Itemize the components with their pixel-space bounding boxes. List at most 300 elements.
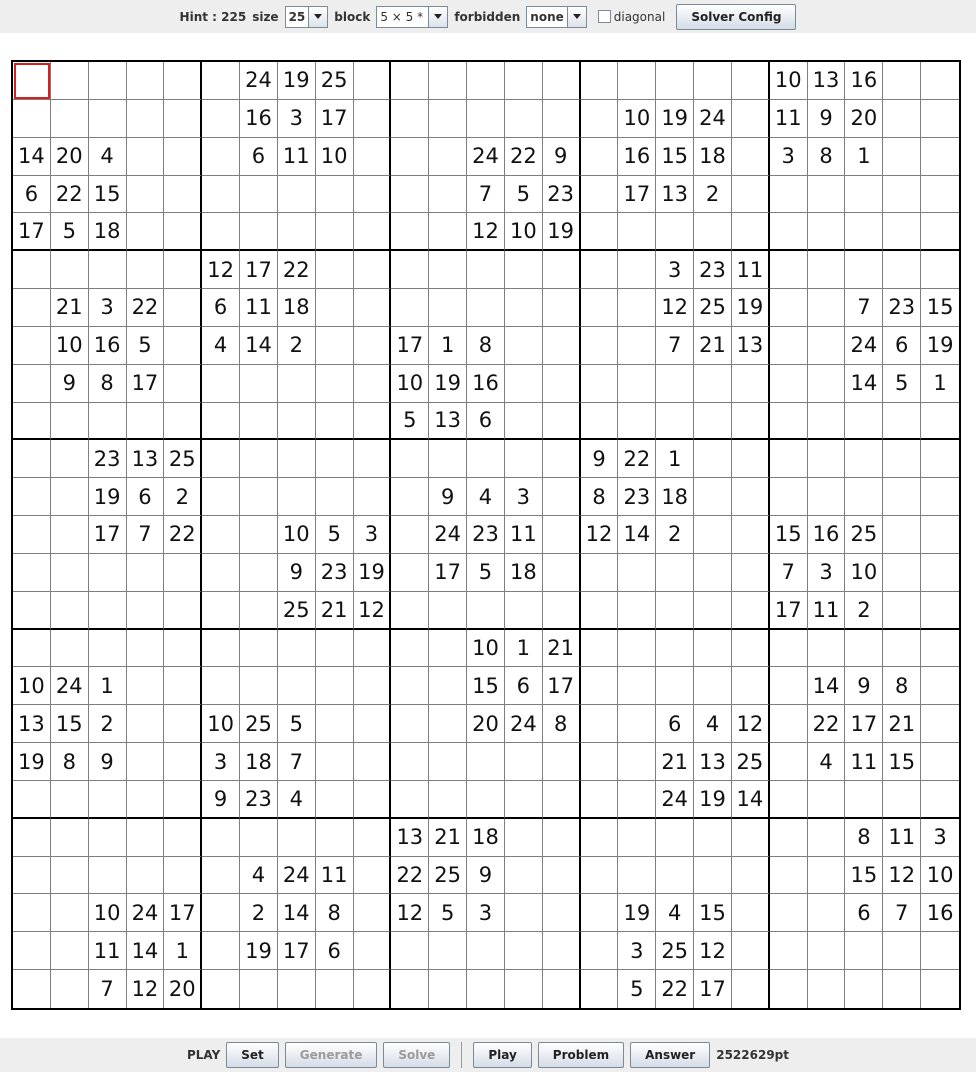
board-cell[interactable]: 22: [618, 440, 656, 478]
board-cell[interactable]: [770, 440, 808, 478]
board-cell[interactable]: 17: [391, 327, 429, 365]
board-cell[interactable]: [883, 932, 921, 970]
board-cell[interactable]: [202, 932, 240, 970]
board-cell[interactable]: [202, 554, 240, 592]
board-cell[interactable]: [391, 62, 429, 100]
board-cell[interactable]: [354, 667, 392, 705]
board-cell[interactable]: [921, 592, 959, 630]
board-cell[interactable]: 22: [656, 970, 694, 1008]
board-cell[interactable]: [732, 100, 770, 138]
board-cell[interactable]: [391, 440, 429, 478]
board-cell[interactable]: 10: [391, 365, 429, 403]
board-cell[interactable]: 9: [467, 857, 505, 895]
board-cell[interactable]: [164, 289, 202, 327]
board-cell[interactable]: [581, 289, 619, 327]
board-cell[interactable]: 24: [240, 62, 278, 100]
board-cell[interactable]: [240, 213, 278, 251]
board-cell[interactable]: [732, 592, 770, 630]
board-cell[interactable]: [770, 932, 808, 970]
board-cell[interactable]: [316, 705, 354, 743]
board-cell[interactable]: 11: [808, 592, 846, 630]
board-cell[interactable]: [51, 592, 89, 630]
board-cell[interactable]: [543, 251, 581, 289]
board-cell[interactable]: 20: [164, 970, 202, 1008]
board-cell[interactable]: 19: [656, 100, 694, 138]
board-cell[interactable]: [505, 403, 543, 441]
board-cell[interactable]: [51, 251, 89, 289]
board-cell[interactable]: [429, 781, 467, 819]
board-cell[interactable]: 10: [51, 327, 89, 365]
board-cell[interactable]: [13, 251, 51, 289]
board-cell[interactable]: 17: [543, 667, 581, 705]
board-cell[interactable]: 11: [505, 516, 543, 554]
board-cell[interactable]: [354, 138, 392, 176]
board-cell[interactable]: [278, 478, 316, 516]
board-cell[interactable]: [278, 365, 316, 403]
board-cell[interactable]: [618, 819, 656, 857]
board-cell[interactable]: [278, 970, 316, 1008]
board-cell[interactable]: [127, 62, 165, 100]
board-cell[interactable]: [354, 327, 392, 365]
board-cell[interactable]: [770, 176, 808, 214]
board-cell[interactable]: 12: [127, 970, 165, 1008]
board-cell[interactable]: 20: [845, 100, 883, 138]
board-cell[interactable]: 22: [505, 138, 543, 176]
board-cell[interactable]: [316, 819, 354, 857]
board-cell[interactable]: [127, 554, 165, 592]
board-cell[interactable]: 25: [240, 705, 278, 743]
board-cell[interactable]: [694, 62, 732, 100]
board-cell[interactable]: [164, 138, 202, 176]
board-cell[interactable]: [429, 138, 467, 176]
board-cell[interactable]: [581, 251, 619, 289]
board-cell[interactable]: [845, 970, 883, 1008]
board-cell[interactable]: [581, 176, 619, 214]
board-cell[interactable]: 1: [89, 667, 127, 705]
board-cell[interactable]: [581, 403, 619, 441]
board-cell[interactable]: [467, 62, 505, 100]
board-cell[interactable]: [429, 100, 467, 138]
board-cell[interactable]: [240, 554, 278, 592]
board-cell[interactable]: 8: [316, 894, 354, 932]
board-cell[interactable]: [656, 630, 694, 668]
board-cell[interactable]: [13, 289, 51, 327]
board-cell[interactable]: 11: [883, 819, 921, 857]
board-cell[interactable]: [883, 781, 921, 819]
board-cell[interactable]: [505, 743, 543, 781]
board-cell[interactable]: 23: [467, 516, 505, 554]
board-cell[interactable]: 11: [845, 743, 883, 781]
board-cell[interactable]: 20: [51, 138, 89, 176]
board-cell[interactable]: [921, 667, 959, 705]
board-cell[interactable]: [921, 781, 959, 819]
board-cell[interactable]: 19: [240, 932, 278, 970]
board-cell[interactable]: [543, 554, 581, 592]
board-cell[interactable]: 13: [656, 176, 694, 214]
board-cell[interactable]: [770, 365, 808, 403]
board-cell[interactable]: 16: [808, 516, 846, 554]
board-cell[interactable]: [883, 970, 921, 1008]
board-cell[interactable]: [921, 970, 959, 1008]
board-cell[interactable]: [808, 857, 846, 895]
board-cell[interactable]: [467, 440, 505, 478]
board-cell[interactable]: [656, 403, 694, 441]
board-cell[interactable]: 25: [732, 743, 770, 781]
board-cell[interactable]: [581, 667, 619, 705]
board-cell[interactable]: 21: [883, 705, 921, 743]
board-cell[interactable]: [656, 365, 694, 403]
board-cell[interactable]: [354, 819, 392, 857]
board-cell[interactable]: 22: [127, 289, 165, 327]
board-cell[interactable]: 16: [921, 894, 959, 932]
board-cell[interactable]: [467, 970, 505, 1008]
board-cell[interactable]: [808, 630, 846, 668]
board-cell[interactable]: 4: [656, 894, 694, 932]
board-cell[interactable]: [581, 894, 619, 932]
board-cell[interactable]: 5: [618, 970, 656, 1008]
board-cell[interactable]: [618, 667, 656, 705]
board-cell[interactable]: [732, 894, 770, 932]
board-cell[interactable]: [770, 743, 808, 781]
board-cell[interactable]: 24: [51, 667, 89, 705]
board-cell[interactable]: [278, 819, 316, 857]
board-cell[interactable]: 7: [278, 743, 316, 781]
board-cell[interactable]: 17: [89, 516, 127, 554]
board-cell[interactable]: [694, 403, 732, 441]
board-cell[interactable]: 5: [467, 554, 505, 592]
board-cell[interactable]: 25: [429, 857, 467, 895]
board-cell[interactable]: [164, 403, 202, 441]
board-cell[interactable]: [391, 138, 429, 176]
board-cell[interactable]: [240, 440, 278, 478]
board-cell[interactable]: [770, 327, 808, 365]
board-cell[interactable]: [467, 932, 505, 970]
board-cell[interactable]: [354, 743, 392, 781]
board-cell[interactable]: [770, 289, 808, 327]
block-select[interactable]: [376, 6, 448, 28]
board-cell[interactable]: [51, 440, 89, 478]
board-cell[interactable]: [732, 62, 770, 100]
board-cell[interactable]: [618, 327, 656, 365]
board-cell[interactable]: 12: [391, 894, 429, 932]
board-cell[interactable]: [505, 781, 543, 819]
board-cell[interactable]: 9: [808, 100, 846, 138]
board-cell[interactable]: [278, 176, 316, 214]
problem-button[interactable]: Problem: [538, 1042, 624, 1068]
board-cell[interactable]: [467, 781, 505, 819]
board-cell[interactable]: 11: [240, 289, 278, 327]
board-cell[interactable]: [202, 478, 240, 516]
board-cell[interactable]: [921, 516, 959, 554]
board-cell[interactable]: 16: [240, 100, 278, 138]
board-cell[interactable]: [316, 327, 354, 365]
board-cell[interactable]: [354, 213, 392, 251]
board-cell[interactable]: 7: [770, 554, 808, 592]
board-cell[interactable]: [316, 667, 354, 705]
board-cell[interactable]: [505, 894, 543, 932]
board-cell[interactable]: 24: [505, 705, 543, 743]
board-cell[interactable]: [354, 100, 392, 138]
board-cell[interactable]: 10: [618, 100, 656, 138]
board-cell[interactable]: 16: [845, 62, 883, 100]
board-cell[interactable]: 19: [543, 213, 581, 251]
board-cell[interactable]: [845, 251, 883, 289]
board-cell[interactable]: [505, 100, 543, 138]
board-cell[interactable]: [429, 176, 467, 214]
board-cell[interactable]: [354, 970, 392, 1008]
board-cell[interactable]: 15: [89, 176, 127, 214]
board-cell[interactable]: [13, 894, 51, 932]
board-cell[interactable]: 6: [883, 327, 921, 365]
board-cell[interactable]: 4: [694, 705, 732, 743]
board-cell[interactable]: 9: [89, 743, 127, 781]
board-cell[interactable]: [391, 592, 429, 630]
board-cell[interactable]: 15: [921, 289, 959, 327]
board-cell[interactable]: [694, 554, 732, 592]
board-cell[interactable]: [883, 251, 921, 289]
board-cell[interactable]: 3: [770, 138, 808, 176]
board-cell[interactable]: 15: [51, 705, 89, 743]
board-cell[interactable]: [543, 592, 581, 630]
board-cell[interactable]: [505, 365, 543, 403]
board-cell[interactable]: 8: [543, 705, 581, 743]
board-cell[interactable]: [543, 516, 581, 554]
board-cell[interactable]: [89, 251, 127, 289]
board-cell[interactable]: 5: [51, 213, 89, 251]
board-cell[interactable]: [732, 516, 770, 554]
board-cell[interactable]: [921, 554, 959, 592]
board-cell[interactable]: 19: [89, 478, 127, 516]
board-cell[interactable]: [240, 403, 278, 441]
board-cell[interactable]: [543, 365, 581, 403]
board-cell[interactable]: [808, 176, 846, 214]
board-cell[interactable]: [202, 213, 240, 251]
board-cell[interactable]: [618, 251, 656, 289]
board-cell[interactable]: [391, 743, 429, 781]
size-select[interactable]: [285, 6, 329, 28]
board-cell[interactable]: [543, 781, 581, 819]
board-cell[interactable]: [618, 554, 656, 592]
board-cell[interactable]: [429, 592, 467, 630]
board-cell[interactable]: 8: [808, 138, 846, 176]
board-cell[interactable]: 6: [240, 138, 278, 176]
board-cell[interactable]: [618, 289, 656, 327]
board-cell[interactable]: 13: [127, 440, 165, 478]
board-cell[interactable]: 17: [316, 100, 354, 138]
board-cell[interactable]: [770, 478, 808, 516]
board-cell[interactable]: 9: [51, 365, 89, 403]
board-cell[interactable]: [732, 403, 770, 441]
board-cell[interactable]: [164, 667, 202, 705]
board-cell[interactable]: 13: [694, 743, 732, 781]
board-cell[interactable]: 18: [467, 819, 505, 857]
board-cell[interactable]: [164, 62, 202, 100]
board-cell[interactable]: [13, 932, 51, 970]
board-cell[interactable]: 1: [656, 440, 694, 478]
board-cell[interactable]: [543, 894, 581, 932]
board-cell[interactable]: [883, 478, 921, 516]
board-cell[interactable]: [202, 62, 240, 100]
board-cell[interactable]: 10: [278, 516, 316, 554]
board-cell[interactable]: 1: [164, 932, 202, 970]
board-cell[interactable]: [770, 970, 808, 1008]
board-cell[interactable]: [543, 100, 581, 138]
board-cell[interactable]: 12: [732, 705, 770, 743]
board-cell[interactable]: 22: [51, 176, 89, 214]
board-cell[interactable]: [921, 932, 959, 970]
board-cell[interactable]: [164, 554, 202, 592]
board-cell[interactable]: [51, 100, 89, 138]
board-cell[interactable]: [883, 100, 921, 138]
board-cell[interactable]: [543, 289, 581, 327]
board-cell[interactable]: 24: [694, 100, 732, 138]
board-cell[interactable]: [505, 819, 543, 857]
board-cell[interactable]: [89, 819, 127, 857]
board-cell[interactable]: 19: [732, 289, 770, 327]
board-cell[interactable]: [51, 781, 89, 819]
board-cell[interactable]: 17: [694, 970, 732, 1008]
board-cell[interactable]: [618, 403, 656, 441]
board-cell[interactable]: [581, 630, 619, 668]
board-cell[interactable]: 22: [164, 516, 202, 554]
board-cell[interactable]: [694, 857, 732, 895]
board-cell[interactable]: [164, 100, 202, 138]
chevron-down-icon[interactable]: [567, 7, 586, 27]
board-cell[interactable]: [732, 138, 770, 176]
board-cell[interactable]: 23: [694, 251, 732, 289]
board-cell[interactable]: [618, 365, 656, 403]
board-cell[interactable]: 21: [316, 592, 354, 630]
board-cell[interactable]: 7: [89, 970, 127, 1008]
board-cell[interactable]: 12: [202, 251, 240, 289]
board-cell[interactable]: [202, 365, 240, 403]
board-cell[interactable]: [808, 403, 846, 441]
board-cell[interactable]: [581, 365, 619, 403]
board-cell[interactable]: 9: [581, 440, 619, 478]
board-cell[interactable]: [581, 970, 619, 1008]
board-cell[interactable]: 5: [505, 176, 543, 214]
board-cell[interactable]: [13, 62, 51, 100]
board-cell[interactable]: 19: [694, 781, 732, 819]
board-cell[interactable]: [127, 403, 165, 441]
board-cell[interactable]: [770, 667, 808, 705]
board-cell[interactable]: [694, 516, 732, 554]
board-cell[interactable]: [656, 667, 694, 705]
board-cell[interactable]: 21: [429, 819, 467, 857]
board-cell[interactable]: [581, 100, 619, 138]
board-cell[interactable]: [240, 970, 278, 1008]
board-cell[interactable]: [391, 970, 429, 1008]
board-cell[interactable]: 14: [278, 894, 316, 932]
board-cell[interactable]: 13: [429, 403, 467, 441]
board-cell[interactable]: [127, 100, 165, 138]
board-cell[interactable]: 17: [845, 705, 883, 743]
board-cell[interactable]: [13, 781, 51, 819]
board-cell[interactable]: [13, 365, 51, 403]
board-cell[interactable]: 6: [127, 478, 165, 516]
board-cell[interactable]: [543, 327, 581, 365]
board-cell[interactable]: [391, 289, 429, 327]
board-cell[interactable]: 25: [694, 289, 732, 327]
board-cell[interactable]: [883, 176, 921, 214]
board-cell[interactable]: [581, 213, 619, 251]
board-cell[interactable]: 21: [543, 630, 581, 668]
board-cell[interactable]: [127, 213, 165, 251]
board-cell[interactable]: 3: [618, 932, 656, 970]
diagonal-toggle[interactable]: [598, 10, 666, 24]
board-cell[interactable]: [770, 705, 808, 743]
board-cell[interactable]: [391, 554, 429, 592]
board-cell[interactable]: 14: [618, 516, 656, 554]
board-cell[interactable]: [164, 251, 202, 289]
board-cell[interactable]: [505, 857, 543, 895]
board-cell[interactable]: 15: [694, 894, 732, 932]
board-cell[interactable]: 2: [164, 478, 202, 516]
board-cell[interactable]: 15: [656, 138, 694, 176]
board-cell[interactable]: 5: [429, 894, 467, 932]
board-cell[interactable]: [127, 592, 165, 630]
board-cell[interactable]: [732, 630, 770, 668]
board-cell[interactable]: 10: [13, 667, 51, 705]
board-cell[interactable]: 18: [505, 554, 543, 592]
board-cell[interactable]: [770, 251, 808, 289]
board-cell[interactable]: 24: [429, 516, 467, 554]
board-cell[interactable]: 18: [89, 213, 127, 251]
board-cell[interactable]: [581, 781, 619, 819]
board-cell[interactable]: [13, 630, 51, 668]
board-cell[interactable]: [505, 251, 543, 289]
board-cell[interactable]: [202, 440, 240, 478]
board-cell[interactable]: [316, 630, 354, 668]
board-cell[interactable]: [694, 213, 732, 251]
board-cell[interactable]: 21: [656, 743, 694, 781]
board-cell[interactable]: [127, 819, 165, 857]
board-cell[interactable]: [316, 251, 354, 289]
board-cell[interactable]: 9: [429, 478, 467, 516]
board-cell[interactable]: 9: [845, 667, 883, 705]
board-cell[interactable]: 14: [845, 365, 883, 403]
board-cell[interactable]: [770, 894, 808, 932]
board-cell[interactable]: [845, 403, 883, 441]
play-button[interactable]: Play: [473, 1042, 531, 1068]
board-cell[interactable]: [921, 62, 959, 100]
board-cell[interactable]: 9: [202, 781, 240, 819]
board-cell[interactable]: [240, 516, 278, 554]
board-cell[interactable]: [354, 440, 392, 478]
solve-button[interactable]: Solve: [383, 1042, 450, 1068]
board-cell[interactable]: [618, 213, 656, 251]
board-cell[interactable]: [89, 62, 127, 100]
board-cell[interactable]: 1: [845, 138, 883, 176]
board-cell[interactable]: 23: [240, 781, 278, 819]
board-cell[interactable]: 24: [278, 857, 316, 895]
board-cell[interactable]: [316, 365, 354, 403]
board-cell[interactable]: [391, 213, 429, 251]
board-cell[interactable]: [921, 403, 959, 441]
board-cell[interactable]: 5: [316, 516, 354, 554]
board-cell[interactable]: [316, 970, 354, 1008]
board-cell[interactable]: [808, 932, 846, 970]
board-cell[interactable]: 6: [316, 932, 354, 970]
board-cell[interactable]: [808, 440, 846, 478]
board-cell[interactable]: [505, 327, 543, 365]
board-cell[interactable]: [543, 970, 581, 1008]
board-cell[interactable]: [89, 554, 127, 592]
board-cell[interactable]: 25: [656, 932, 694, 970]
board-cell[interactable]: 15: [467, 667, 505, 705]
board-cell[interactable]: 1: [429, 327, 467, 365]
answer-button[interactable]: Answer: [630, 1042, 710, 1068]
